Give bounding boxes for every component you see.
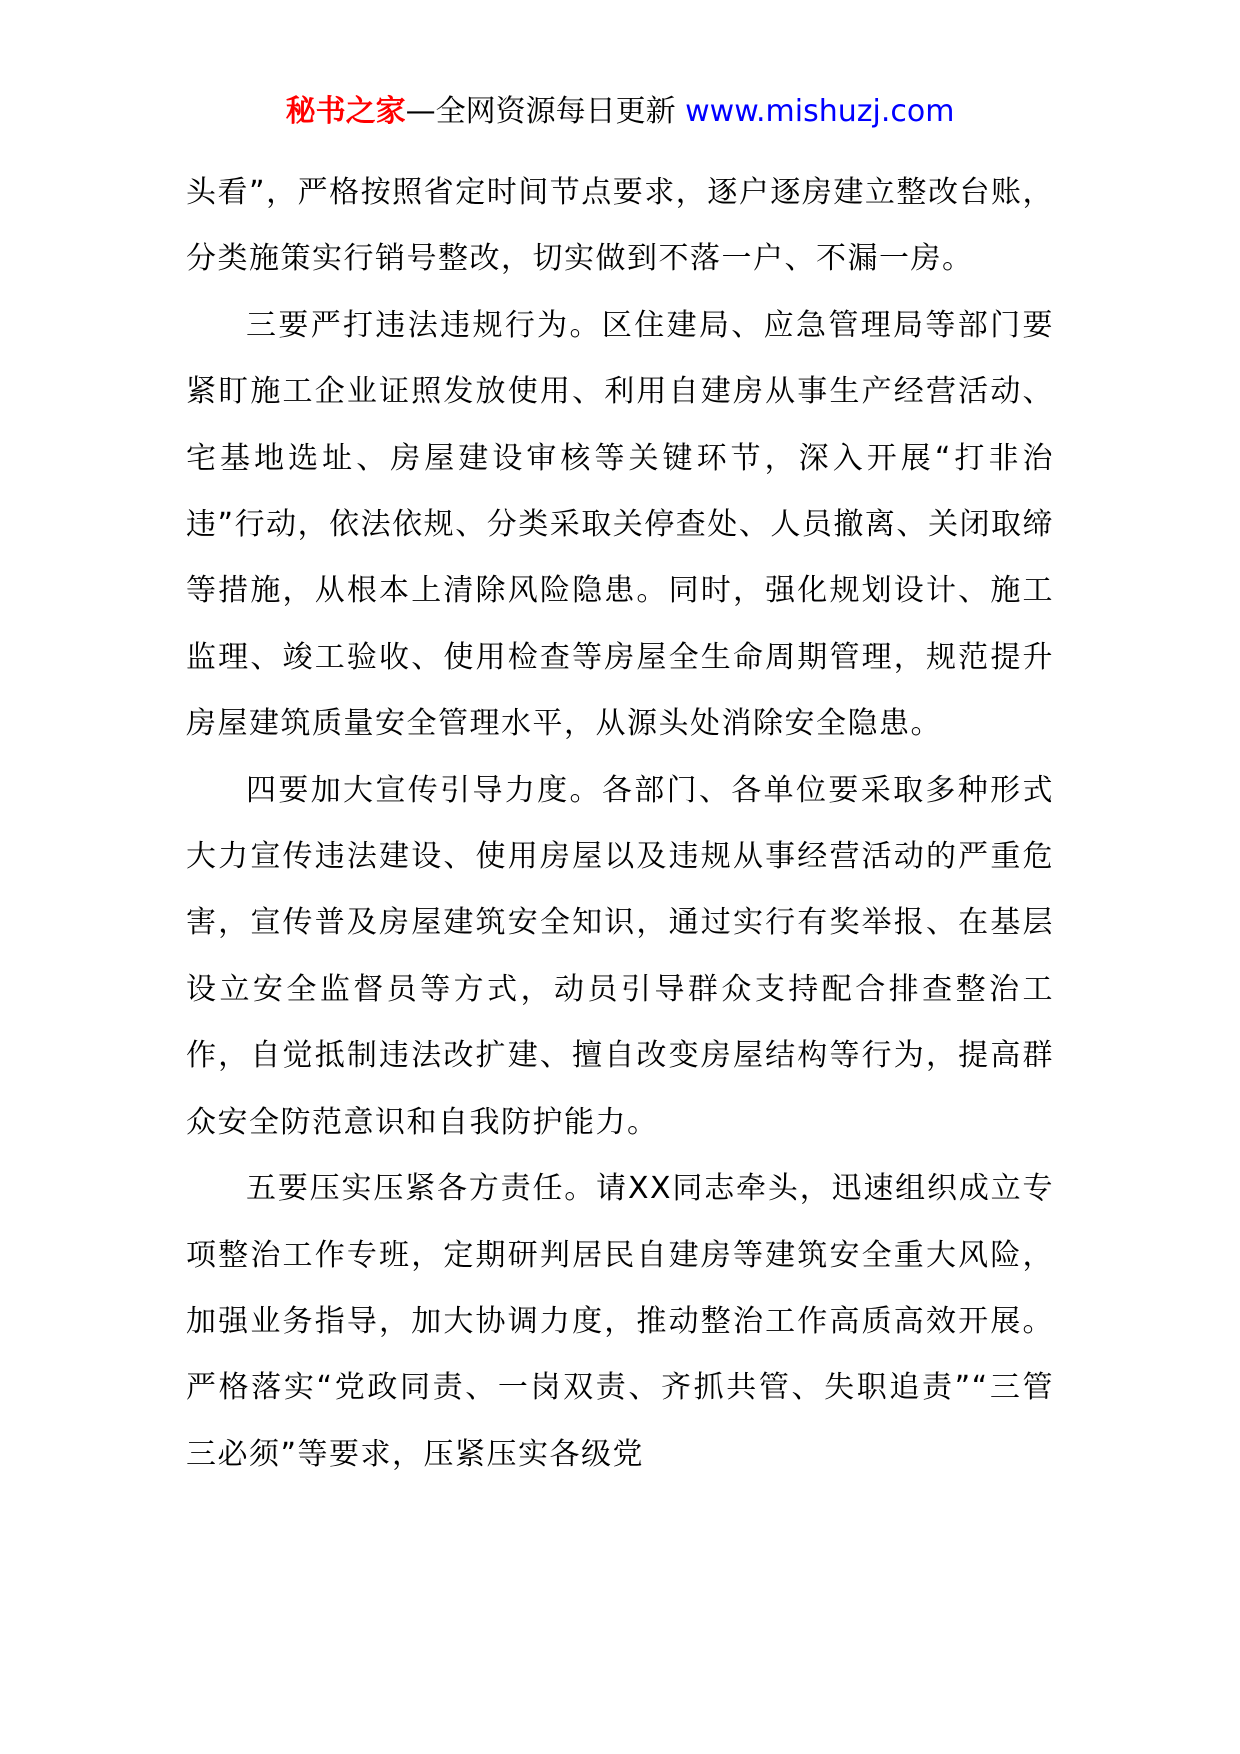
header-tagline: —全网资源每日更新 (405, 94, 686, 129)
paragraph-three: 三要严打违法违规行为。区住建局、应急管理局等部门要紧盯施工企业证照发放使用、利用自建房从事生产经营活动、宅基地选址、房屋建设审核等关键环节，深入开展“打非治违”行动，依法依规、分类采取关停查处、人员撤离、关闭取缔等措施，从根本上清除风险隐患。同时，强化规划设计、施工监理、竣工验收、使用检查等房屋全生命周期管理，规范提升房屋建筑质量安全管理水平，从源头处消除安全隐患。 (186, 307, 1054, 742)
brand-name: 秘书之家 (285, 94, 406, 129)
paragraph-continued: 头看”，严格按照省定时间节点要求，逐户逐房建立整改台账，分类施策实行销号整改，切实做到不落一户、不漏一房。 (186, 175, 1054, 277)
paragraph-five: 五要压实压紧各方责任。请XX同志牵头，迅速组织成立专项整治工作专班，定期研判居民自建房等建筑安全重大风险，加强业务指导，加大协调力度，推动整治工作高质高效开展。严格落实“党政同责、一岗双责、齐抓共管、失职追责”“三管三必须”等要求，压紧压实各级党 (186, 1171, 1054, 1472)
document-body (186, 160, 1054, 1488)
website-link[interactable]: www.mishuzj.com (685, 94, 955, 129)
page-header (0, 92, 1240, 132)
paragraph-four: 四要加大宣传引导力度。各部门、各单位要采取多种形式大力宣传违法建设、使用房屋以及违规从事经营活动的严重危害，宣传普及房屋建筑安全知识，通过实行有奖举报、在基层设立安全监督员等方式，动员引导群众支持配合排查整治工作，自觉抵制违法改扩建、擅自改变房屋结构等行为，提高群众安全防范意识和自我防护能力。 (186, 772, 1054, 1140)
